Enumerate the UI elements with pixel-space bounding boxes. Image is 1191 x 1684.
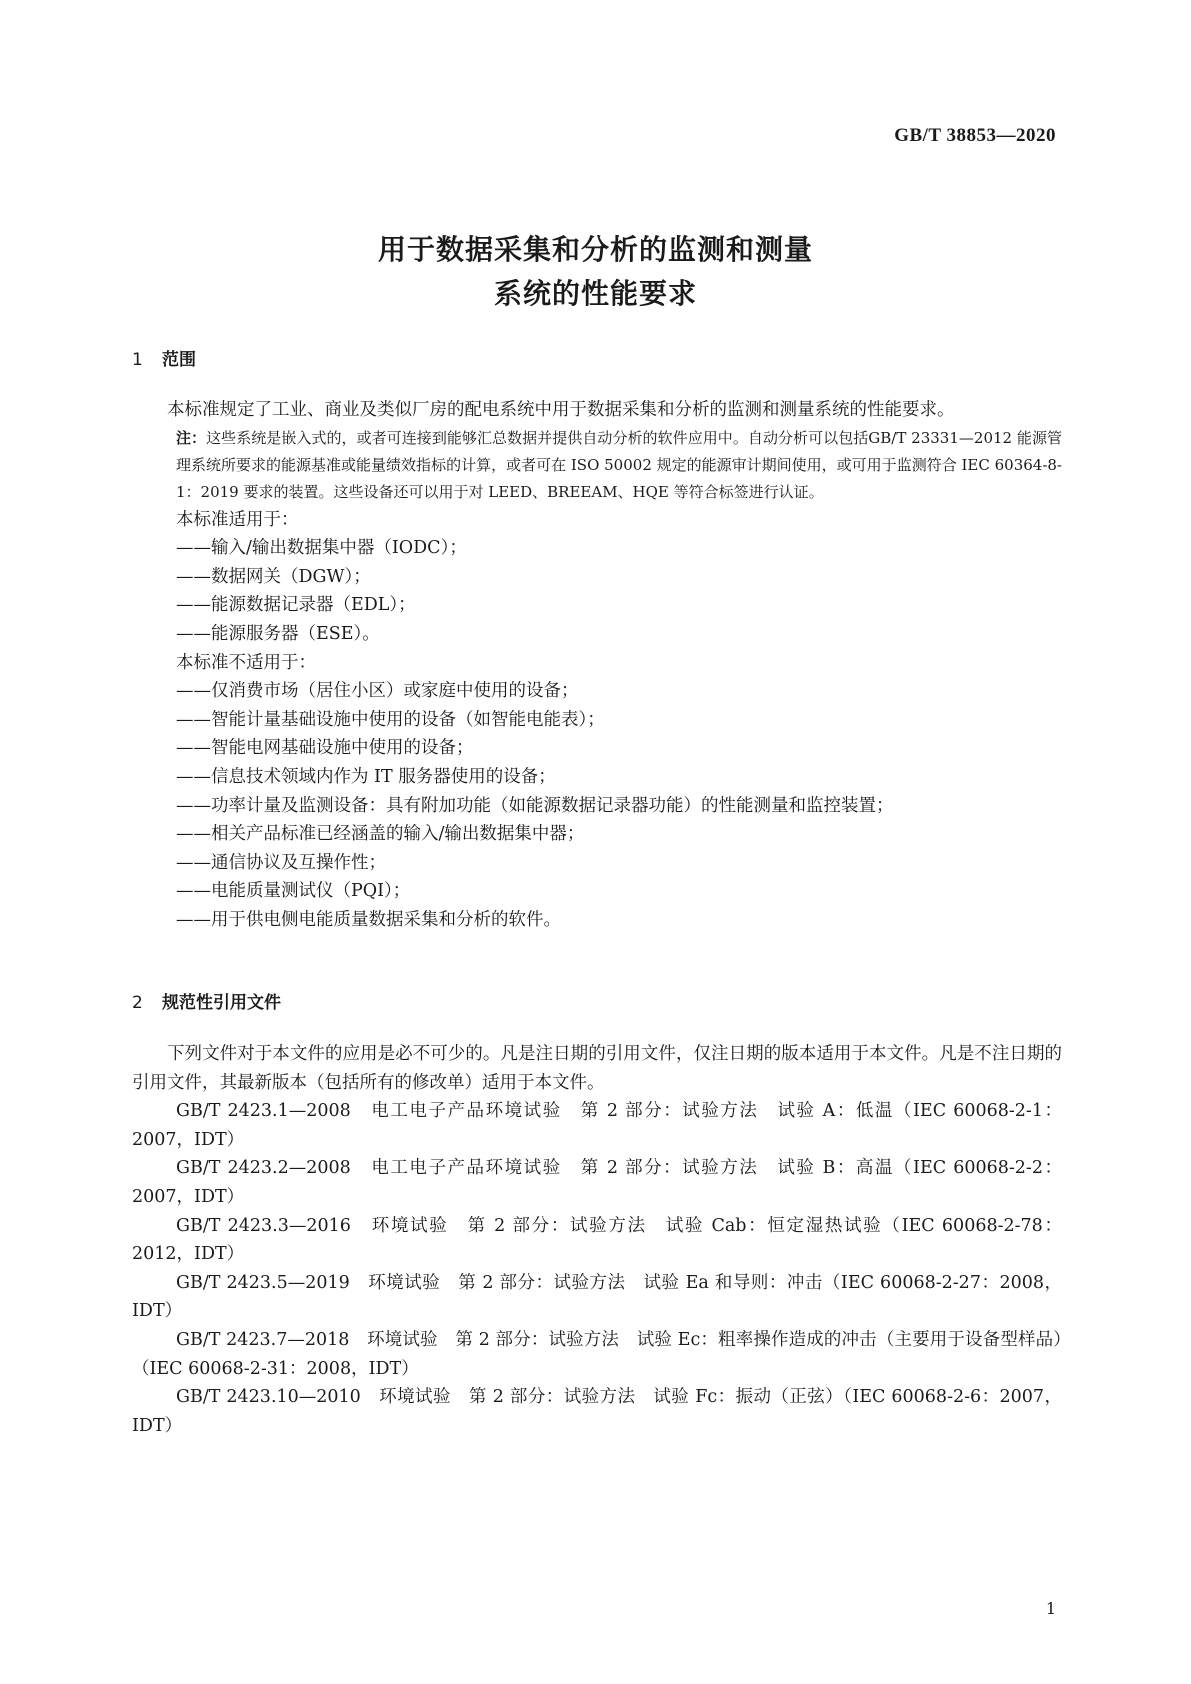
applies-item: ——能源服务器（ESE）。 — [176, 623, 380, 644]
not-applies-item: ——智能计量基础设施中使用的设备（如智能电能表）； — [176, 709, 605, 730]
not-applies-item: ——用于供电侧电能质量数据采集和分析的软件。 — [176, 909, 561, 930]
not-applies-item: ——通信协议及互操作性； — [176, 852, 386, 873]
normative-reference: GB/T 2423.7—2018 环境试验 第 2 部分：试验方法 试验 Ec：粗率操作造成的冲击（主要用于设备型样品）（IEC 60068-2-31：2008，IDT） — [132, 1329, 1062, 1379]
normative-reference: GB/T 2423.3—2016 环境试验 第 2 部分：试验方法 试验 Cab：恒定湿热试验（IEC 60068-2-78：2012，IDT） — [132, 1215, 1062, 1265]
not-applies-item: ——仅消费市场（居住小区）或家庭中使用的设备； — [176, 681, 579, 702]
section-1-heading — [132, 345, 196, 370]
standard-number: GB/T 38853—2020 — [894, 125, 1056, 146]
not-applies-item: ——功率计量及监测设备：具有附加功能（如能源数据记录器功能）的性能测量和监控装置； — [176, 795, 894, 816]
normative-reference: GB/T 2423.1—2008 电工电子产品环境试验 第 2 部分：试验方法 试验 A：低温（IEC 60068-2-1：2007，IDT） — [132, 1101, 1062, 1150]
section-2-title: 规范性引用文件 — [162, 993, 281, 1013]
not-applies-item: ——智能电网基础设施中使用的设备； — [176, 738, 474, 759]
not-applies-label: 本标准不适用于： — [176, 652, 316, 673]
page-number: 1 — [1045, 1599, 1056, 1618]
section-1-note — [176, 425, 1062, 506]
document-title-line-2: 系统的性能要求 — [493, 277, 697, 310]
note-label: 注： — [176, 428, 207, 447]
applies-item: ——输入/输出数据集中器（IODC）； — [176, 538, 467, 559]
normative-reference: GB/T 2423.10—2010 环境试验 第 2 部分：试验方法 试验 Fc：振动（正弦）（IEC 60068-2-6：2007，IDT） — [132, 1387, 1062, 1436]
not-applies-item: ——相关产品标准已经涵盖的输入/输出数据集中器； — [176, 824, 585, 845]
applies-item: ——能源数据记录器（EDL）； — [176, 595, 416, 616]
section-2-number: 2 — [132, 993, 143, 1013]
applies-label: 本标准适用于： — [176, 509, 299, 530]
section-1-intro: 本标准规定了工业、商业及类似厂房的配电系统中用于数据采集和分析的监测和测量系统的性能要求。 — [167, 400, 955, 420]
section-2-body — [132, 1040, 1062, 1440]
normative-reference: GB/T 2423.5—2019 环境试验 第 2 部分：试验方法 试验 Ea 和导则：冲击（IEC 60068-2-27：2008，IDT） — [132, 1272, 1062, 1322]
not-applies-item: ——电能质量测试仪（PQI）； — [176, 881, 411, 902]
not-applies-item: ——信息技术领域内作为 IT 服务器使用的设备； — [176, 766, 556, 787]
note-text: 这些系统是嵌入式的，或者可连接到能够汇总数据并提供自动分析的软件应用中。自动分析可以包括GB/T 23331—2012 能源管理系统所要求的能源基准或能量绩效指标的计算，或者可在 ISO 50002 规定的能源审计期间使用，或可用于监测符合 IEC 60364-8-1：2019 要求的装置。这些设备还可以用于对 LEED、BREEAM、HQE 等符合标签进行认证。 — [176, 428, 1062, 501]
section-1-title: 范围 — [162, 350, 196, 370]
section-2-intro: 下列文件对于本文件的应用是必不可少的。凡是注日期的引用文件，仅注日期的版本适用于本文件。凡是不注日期的引用文件，其最新版本（包括所有的修改单）适用于本文件。 — [132, 1044, 1062, 1093]
section-2-heading — [132, 988, 281, 1013]
normative-reference: GB/T 2423.2—2008 电工电子产品环境试验 第 2 部分：试验方法 试验 B：高温（IEC 60068-2-2：2007，IDT） — [132, 1158, 1062, 1207]
applies-item: ——数据网关（DGW）； — [176, 566, 371, 587]
document-title-line-1: 用于数据采集和分析的监测和测量 — [377, 233, 813, 266]
section-1-body — [132, 396, 1062, 935]
section-1-number: 1 — [132, 350, 143, 370]
